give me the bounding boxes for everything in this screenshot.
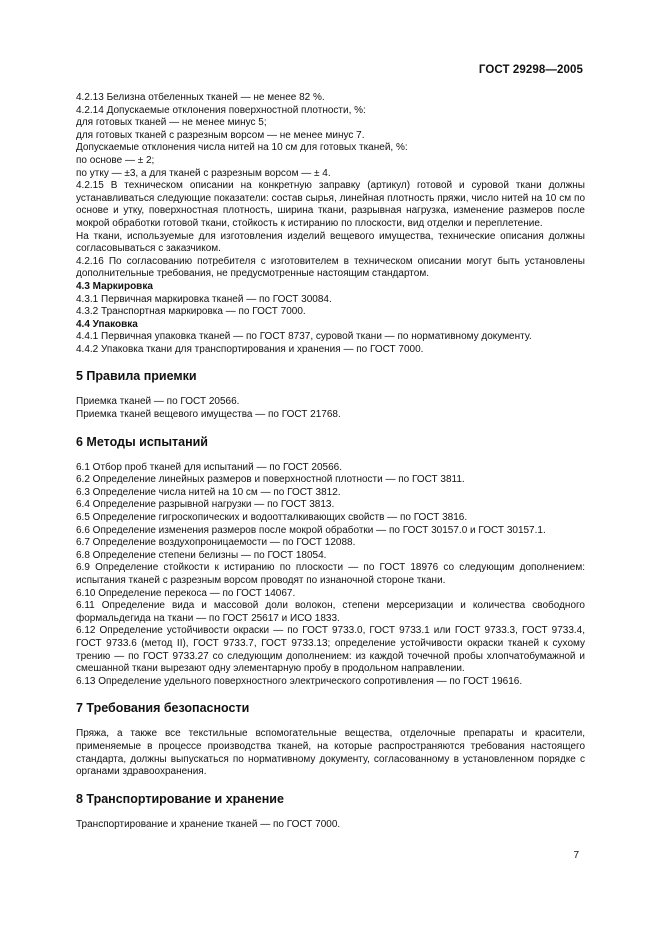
list-item: 6.4 Определение разрывной нагрузки — по ГОСТ 3813. — [76, 499, 335, 511]
subsection-title-4-3: 4.3 Маркировка — [76, 280, 153, 292]
list-item: 4.4.1 Первичная упаковка тканей — по ГОСТ 8737, суровой ткани — по нормативному документу. — [76, 331, 532, 343]
list-item: 6.5 Определение гигроскопических и водоотталкивающих свойств — по ГОСТ 3816. — [76, 512, 468, 524]
subsection-title-4-4: 4.4 Упаковка — [76, 318, 138, 330]
list-item: 6.8 Определение степени белизны — по ГОСТ 18054. — [76, 549, 327, 561]
list-item: 6.13 Определение удельного поверхностного электрического сопротивления — по ГОСТ 19616. — [76, 675, 523, 687]
para-4-2-13: 4.2.13 Белизна отбеленных тканей — не менее 82 %. — [76, 92, 325, 103]
para-line: Допускаемые отклонения числа нитей на 10 см для готовых тканей, %: — [76, 142, 408, 154]
section-7-text: Пряжа, а также все текстильные вспомогательные вещества, отделочные препараты и красители, применяемые в процессе производства тканей, на которые распространяются требования настоящего стандарта, должны выпускаться по нормативному документу, согласованному в установленном порядке с органами здравоохранения. — [76, 728, 585, 778]
para-line: На ткани, используемые для изготовления изделий вещевого имущества, технические описания должны согласовываться с заказчиком. — [76, 230, 585, 255]
list-item: 4.4.2 Упаковка ткани для транспортирования и хранения — по ГОСТ 7000. — [76, 343, 424, 355]
list-item: 6.12 Определение устойчивости окраски — по ГОСТ 9733.0, ГОСТ 9733.1 или ГОСТ 9733.3, ГОСТ 9733.4, ГОСТ 9733.6 (метод II), ГОСТ 9733.7, ГОСТ 9733.13; определение устойчивости окраски тканей к сухому трению — по ГОСТ 9733.27 со следующим дополнением: из каждой точечной пробы хлопчатобумажной и смешанной ткани вырезают одну элементарную пробу в продольном направлении. — [76, 625, 585, 675]
standard-number: ГОСТ 29298—2005 — [478, 64, 583, 76]
section-title-5: 5 Правила приемки — [76, 369, 197, 384]
list-item: 6.11 Определение вида и массовой доли волокон, степени мерсеризации и количества свободного формальдегида на ткани — по ГОСТ 25617 и ИСО 1833. — [76, 600, 585, 624]
list-item: 6.7 Определение воздухопроницаемости — по ГОСТ 12088. — [76, 537, 356, 549]
list-item: 6.10 Определение перекоса — по ГОСТ 14067. — [76, 587, 296, 599]
para-line: для готовых тканей — не менее минус 5; — [76, 117, 267, 129]
section-title-8: 8 Транспортирование и хранение — [76, 791, 284, 806]
page-number: 7 — [573, 850, 579, 861]
para-line: по основе — ± 2; — [76, 154, 155, 166]
document-body — [76, 92, 585, 831]
list-item: 4.3.1 Первичная маркировка тканей — по ГОСТ 30084. — [76, 293, 332, 305]
section-title-6: 6 Методы испытаний — [76, 434, 208, 449]
list-item: 6.1 Отбор проб тканей для испытаний — по ГОСТ 20566. — [76, 461, 342, 473]
section-title-7: 7 Требования безопасности — [76, 701, 250, 716]
para-line: по утку — ±3, а для тканей с разрезным ворсом — ± 4. — [76, 167, 331, 179]
para-4-2-14: 4.2.14 Допускаемые отклонения поверхностной плотности, %: — [76, 104, 366, 116]
list-item: 6.9 Определение стойкости к истиранию по плоскости — по ГОСТ 18976 со следующим дополнением: испытания тканей с разрезным ворсом проводят по изнаночной стороне ткани. — [76, 562, 585, 586]
list-item: 4.3.2 Транспортная маркировка — по ГОСТ 7000. — [76, 306, 306, 318]
para-4-2-16: 4.2.16 По согласованию потребителя с изготовителем в техническом описании могут быть установлены дополнительные требования, не предусмотренные настоящим стандартом. — [76, 255, 585, 280]
para-4-2-15: 4.2.15 В техническом описании на конкретную заправку (артикул) готовой и суровой ткани должны устанавливаться следующие показатели: состав сырья, линейная плотность пряжи, число нитей на 10 см по основе и утку, поверхностная плотность, ширина ткани, разрывная нагрузка, изменение размеров после мокрой обработки готовой ткани, стойкость к истиранию по плоскости, вид отделки и переплетение. — [76, 180, 585, 229]
list-item: Приемка тканей — по ГОСТ 20566. — [76, 396, 240, 408]
list-item: 6.3 Определение числа нитей на 10 см — по ГОСТ 3812. — [76, 486, 341, 498]
list-item: 6.2 Определение линейных размеров и поверхностной плотности — по ГОСТ 3811. — [76, 474, 465, 486]
list-item: Приемка тканей вещевого имущества — по ГОСТ 21768. — [76, 409, 341, 421]
para-line: для готовых тканей с разрезным ворсом — не менее минус 7. — [76, 129, 365, 141]
list-item: 6.6 Определение изменения размеров после мокрой обработки — по ГОСТ 30157.0 и ГОСТ 30157.1. — [76, 524, 546, 536]
section-8-text: Транспортирование и хранение тканей — по ГОСТ 7000. — [76, 818, 341, 830]
